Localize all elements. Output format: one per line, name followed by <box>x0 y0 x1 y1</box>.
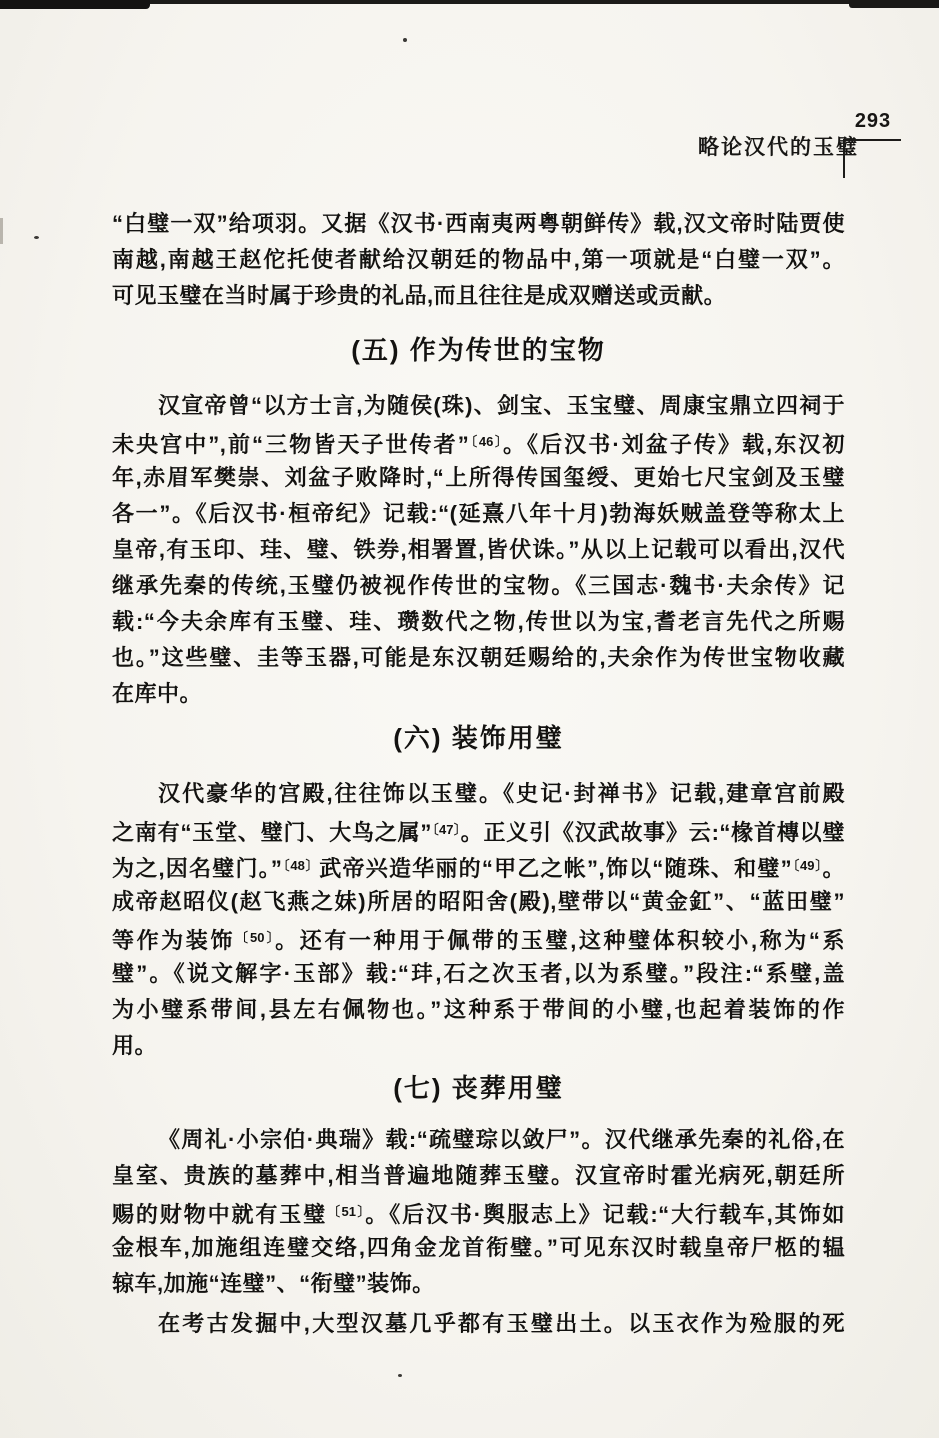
page-number: 293 <box>854 110 892 132</box>
header-corner-rule <box>843 139 901 178</box>
body-text-line: 可见玉璧在当时属于珍贵的礼品,而且往往是成双赠送或贡献。 <box>112 283 727 308</box>
paragraph <box>112 206 845 314</box>
body-text-line: 《周礼·小宗伯·典瑞》载:“疏璧琮以敛尸”。汉代继承先秦的礼俗,在 <box>158 1127 845 1152</box>
section-heading-7: (七) 丧葬用璧 <box>393 1073 564 1103</box>
body-text-line: 用。 <box>112 1033 158 1058</box>
body-text-line: 汉代豪华的宫殿,往往饰以玉璧。《史记·封禅书》记载,建章宫前殿 <box>158 781 845 806</box>
body-text-line: 之南有“玉堂、璧门、大鸟之属”$^{〔47〕}$。正义引《汉武故事》云:“椽首槫以璧 <box>112 820 845 845</box>
body-text-line: 在库中。 <box>112 681 203 706</box>
paragraph <box>112 388 845 712</box>
body-text-line: 为小璧系带间,县左右佩物也。”这种系于带间的小璧,也起着装饰的作 <box>112 997 845 1022</box>
body-text-line: 载:“今夫余库有玉璧、珪、瓒数代之物,传世以为宝,耆老言先代之所赐 <box>112 609 845 634</box>
body-text-line: “白璧一双”给项羽。又据《汉书·西南夷两粤朝鲜传》载,汉文帝时陆贾使 <box>112 211 845 236</box>
scan-speck <box>403 38 407 42</box>
body-text-line: 汉宣帝曾“以方士言,为随侯(珠)、剑宝、玉宝璧、周康宝鼎立四祠于 <box>158 393 845 418</box>
scan-smudge <box>0 218 3 244</box>
body-text-line: 年,赤眉军樊崇、刘盆子败降时,“上所得传国玺绶、更始七尺宝剑及玉璧 <box>112 465 845 490</box>
body-text-line: 辌车,加施“连璧”、“衔璧”装饰。 <box>112 1271 435 1296</box>
scan-edge-shadow-right <box>849 0 939 8</box>
paragraph <box>112 776 845 1064</box>
running-header-title: 略论汉代的玉璧 <box>698 136 859 159</box>
body-text-line: 南越,南越王赵佗托使者献给汉朝廷的物品中,第一项就是“白璧一双”。 <box>112 247 845 272</box>
body-text-line: 成帝赵昭仪(赵飞燕之妹)所居的昭阳舍(殿),壁带以“黄金釭”、“蓝田璧” <box>112 889 845 914</box>
body-text-line: 金根车,加施组连璧交络,四角金龙首衔璧。”可见东汉时载皇帝尸柩的辒 <box>112 1235 845 1260</box>
scan-speck <box>34 236 39 239</box>
paragraph <box>112 1122 845 1302</box>
scan-speck <box>398 1374 402 1377</box>
page-body <box>112 206 845 1342</box>
body-text-line: 皇室、贵族的墓葬中,相当普遍地随葬玉璧。汉宣帝时霍光病死,朝廷所 <box>112 1163 845 1188</box>
body-text-line: 未央宫中”,前“三物皆天子世传者”$^{〔46〕}$。《后汉书·刘盆子传》载,东汉初 <box>112 432 845 457</box>
section-heading-5: (五) 作为传世的宝物 <box>351 335 606 365</box>
section-heading-6: (六) 装饰用璧 <box>393 723 564 753</box>
body-text-line: 继承先秦的传统,玉璧仍被视作传世的宝物。《三国志·魏书·夫余传》记 <box>112 573 845 598</box>
paragraph <box>112 1306 845 1342</box>
body-text-line: 皇帝,有玉印、珪、璧、铁券,相署置,皆伏诛。”从以上记载可以看出,汉代 <box>112 537 845 562</box>
body-text-line: 也。”这些璧、圭等玉器,可能是东汉朝廷赐给的,夫余作为传世宝物收藏 <box>112 645 845 670</box>
scan-edge-shadow-left <box>0 0 150 9</box>
body-text-line: 为之,因名璧门。”$^{〔48〕}$武帝兴造华丽的“甲乙之帐”,饰以“随珠、和璧”$^{〔49〕}$。 <box>112 856 845 881</box>
body-text-line: 赐的财物中就有玉璧$^{〔51〕}$。《后汉书·舆服志上》记载:“大行载车,其饰如 <box>112 1202 845 1227</box>
body-text-line: 璧”。《说文解字·玉部》载:“玤,石之次玉者,以为系璧。”段注:“系璧,盖 <box>112 961 845 986</box>
body-text-line: 等作为装饰$^{〔50〕}$。还有一种用于佩带的玉璧,这种璧体积较小,称为“系 <box>112 928 845 953</box>
body-text-line: 各一”。《后汉书·桓帝纪》记载:“(延熹八年十月)勃海妖贼盖登等称太上 <box>112 501 845 526</box>
body-text-line: 在考古发掘中,大型汉墓几乎都有玉璧出土。以玉衣作为殓服的死 <box>158 1311 845 1336</box>
